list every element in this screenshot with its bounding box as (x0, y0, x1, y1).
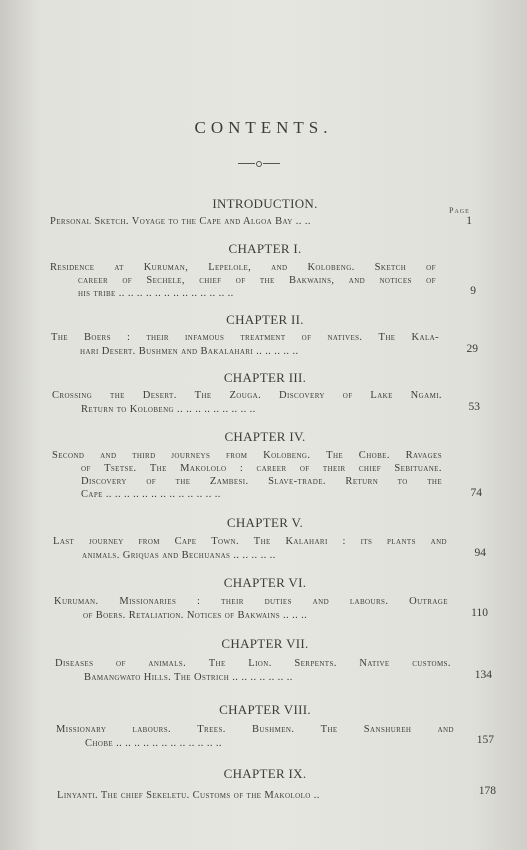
chapter-2-line-1: The Boers : their infamous treatment of natives. The Kala- (51, 332, 439, 343)
chapter-8-heading: CHAPTER VIII. (219, 702, 311, 717)
chapter-3-heading: CHAPTER III. (223, 370, 307, 385)
contents-title: CONTENTS. (194, 118, 333, 137)
ornament-line-right (263, 163, 280, 164)
introduction-line: Personal Sketch. Voyage to the Cape and Algoa Bay .. .. (50, 216, 311, 227)
chapter-2-line-2: hari Desert. Bushmen and Bakalahari .. .. .. .. .. (80, 346, 299, 357)
chapter-8-line-1: Missionary labours. Trees. Bushmen. The Sanshureh and (56, 724, 454, 735)
chapter-1-page-number: 9 (470, 285, 476, 297)
ornament-circle (256, 161, 262, 167)
chapter-5-page-number: 94 (474, 547, 486, 559)
chapter-3-page-number: 53 (468, 401, 480, 413)
chapter-9-heading: CHAPTER IX. (223, 766, 307, 781)
introduction-page-number: 1 (466, 215, 472, 227)
chapter-9-page-number: 178 (478, 785, 496, 797)
chapter-3-line-1: Crossing the Desert. The Zouga. Discovery of Lake Ngami. (52, 390, 442, 401)
chapter-5-heading: CHAPTER V. (226, 515, 304, 530)
chapter-8-page-number: 157 (476, 734, 494, 746)
chapter-6-line-1: Kuruman. Missionaries : their duties and labours. Outrage (54, 596, 448, 607)
ornament-line-left (238, 163, 255, 164)
chapter-4-page-number: 74 (470, 487, 482, 499)
chapter-9-line-1: Linyanti. The chief Sekeletu. Customs of the Makololo .. (57, 790, 320, 801)
ornament-divider (238, 161, 280, 167)
chapter-6-heading: CHAPTER VI. (223, 575, 307, 590)
chapter-4-line-2: of Tsetse. The Makololo : career of their chief Sebituane. (81, 463, 442, 474)
chapter-4-line-4: Cape .. .. .. .. .. .. .. .. .. .. .. .. .. (81, 489, 221, 500)
chapter-1-line-3: his tribe .. .. .. .. .. .. .. .. .. .. .. .. .. (78, 288, 234, 299)
chapter-4-line-1: Second and third journeys from Kolobeng. The Chobe. Ravages (52, 450, 442, 461)
chapter-6-line-2: of Boers. Retaliation. Notices of Bakwains .. .. .. (83, 610, 308, 621)
chapter-6-page-number: 110 (471, 607, 488, 619)
chapter-4-heading: CHAPTER IV. (224, 429, 306, 444)
chapter-7-line-1: Diseases of animals. The Lion. Serpents. Native customs. (55, 658, 451, 669)
chapter-3-line-2: Return to Kolobeng .. .. .. .. .. .. .. .. .. (81, 404, 256, 415)
chapter-2-page-number: 29 (466, 343, 478, 355)
chapter-5-line-2: animals. Griquas and Bechuanas .. .. .. .. .. (82, 550, 276, 561)
chapter-1-heading: CHAPTER I. (228, 241, 302, 256)
introduction-heading: INTRODUCTION. (212, 196, 318, 211)
chapter-7-line-2: Bamangwato Hills. The Ostrich .. .. .. .. .. .. .. (84, 672, 293, 683)
chapter-1-line-2: career of Sechele, chief of the Bakwains, and notices of (78, 275, 436, 286)
chapter-4-line-3: Discovery of the Zambesi. Slave-trade. Return to the (81, 476, 442, 487)
chapter-1-line-1: Residence at Kuruman, Lepelole, and Kolobeng. Sketch of (50, 262, 436, 273)
chapter-8-line-2: Chobe .. .. .. .. .. .. .. .. .. .. .. .. (85, 738, 222, 749)
chapter-2-heading: CHAPTER II. (226, 312, 304, 327)
chapter-7-page-number: 134 (474, 669, 492, 681)
page-column-label: Page (449, 206, 470, 215)
chapter-5-line-1: Last journey from Cape Town. The Kalahari : its plants and (53, 536, 447, 547)
chapter-7-heading: CHAPTER VII. (221, 636, 309, 651)
